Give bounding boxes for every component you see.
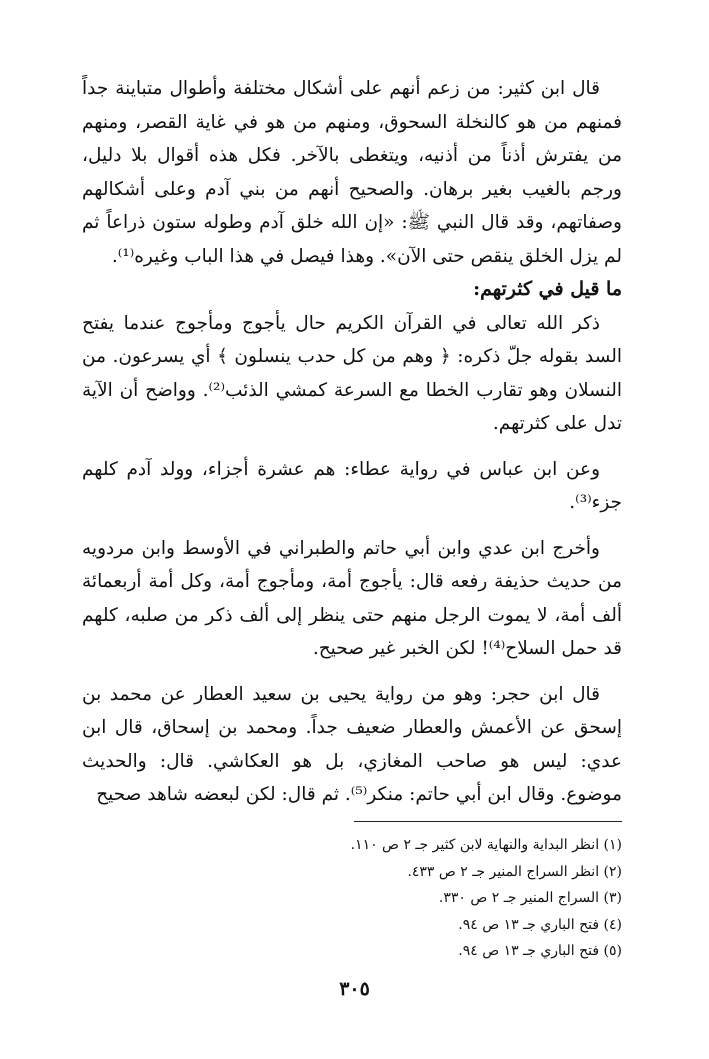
paragraph-hadith: وأخرج ابن عدي وابن أبي حاتم والطبراني في الأوسط وابن مردويه من حديث حذيفة رفعه قال: يأجوج أمة، ومأجوج أمة، وكل أمة أربعمائة ألف أمة، لا يموت الرجل منهم حتى ينظر إلى ألف ذكر من صلبه، كلهم قد حمل السلاح⁽⁴⁾! لكن الخبر غير صحيح. (82, 537, 622, 659)
footnote-3: (٣) السراج المنير جـ ٢ ص ٣٣٠. (438, 890, 622, 906)
footnote-1: (١) انظر البداية والنهاية لابن كثير جـ ٢ ص ١١٠. (350, 837, 622, 853)
footnote-2: (٢) انظر السراج المنير جـ ٢ ص ٤٣٣. (407, 863, 622, 880)
page-body (82, 72, 622, 812)
paragraph-ibn-abbas: وعن ابن عباس في رواية عطاء: هم عشرة أجزاء، وولد آدم كلهم جزء⁽³⁾. (82, 458, 622, 513)
footnote-divider (354, 821, 622, 822)
footnotes (322, 832, 622, 965)
footnote-5: (٥) فتح الباري جـ ١٣ ص ٩٤. (458, 943, 622, 959)
footnote-4: (٤) فتح الباري جـ ١٣ ص ٩٤. (458, 916, 622, 933)
paragraph-quran: ذكر الله تعالى في القرآن الكريم حال يأجوج ومأجوج عندما يفتح السد بقوله جلّ ذكره: ﴿ وهم من كل حدب ينسلون ﴾ أي يسرعون. من النسلان وهو تقارب الخطا مع السرعة كمشي الذئب⁽²⁾. وواضح أن الآية تدل على كثرتهم. (82, 312, 622, 434)
section-heading: ما قيل في كثرتهم: (473, 278, 622, 300)
page-number: ٣٠٥ (339, 978, 370, 1000)
paragraph-ibn-hajar: قال ابن حجر: وهو من رواية يحيى بن سعيد العطار عن محمد بن إسحق عن الأعمش والعطار ضعيف جداً. ومحمد بن إسحاق، قال ابن عدي: ليس هو صاحب المغازي، بل هو العكاشي. قال: والحديث موضوع. وقال ابن أبي حاتم: منكر⁽⁵⁾. ثم قال: لكن لبعضه شاهد صحيح (82, 683, 622, 805)
paragraph-ibn-kathir: قال ابن كثير: من زعم أنهم على أشكال مختلفة وأطوال متباينة جداً فمنهم من هو كالنخلة السحوق، ومنهم من هو في غاية القصر، ومنهم من يفترش أذناً من أذنيه، ويتغطى بالآخر. فكل هذه أقوال بلا دليل، ورجم بالغيب بغير برهان. والصحيح أنهم من بني آدم وعلى أشكالهم وصفاتهم، وقد قال النبي ﷺ: «إن الله خلق آدم وطوله ستون ذراعاً ثم لم يزل الخلق ينقص حتى الآن». وهذا فيصل في هذا الباب وغيره⁽¹⁾. (82, 78, 622, 267)
